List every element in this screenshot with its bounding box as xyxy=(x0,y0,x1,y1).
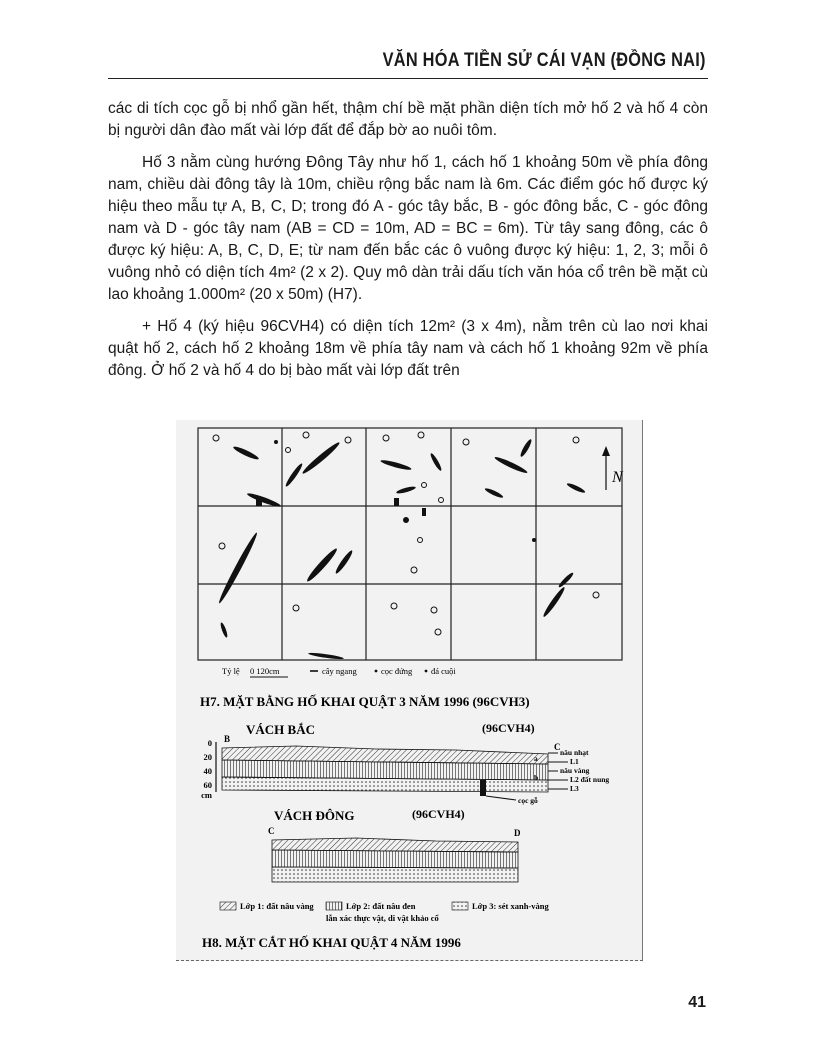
figure-h7-h8 xyxy=(176,420,643,961)
paragraph-1: các di tích cọc gỗ bị nhổ gần hết, thậm chí bề mặt phần diện tích mở hố 2 và hố 4 còn bị người dân đào mất vài lớp đất để đắp bờ ao nuôi tôm. xyxy=(108,100,708,139)
corner-b: B xyxy=(224,734,231,744)
plan-logs xyxy=(217,438,586,660)
plan-stakes xyxy=(213,432,599,635)
legend-horizontal-log: cây ngang xyxy=(322,666,357,676)
label-nau-nhat: nâu nhạt xyxy=(560,748,589,757)
north-wall-title: VÁCH BẮC xyxy=(246,722,315,737)
corner-d: D xyxy=(514,828,521,838)
scale-label: Tỷ lệ xyxy=(222,666,240,676)
header-rule xyxy=(108,78,708,79)
page-number: 41 xyxy=(688,994,706,1011)
legend-pebble: đá cuội xyxy=(431,666,456,676)
depth-unit: cm xyxy=(201,790,212,800)
depth-tick-0: 0 xyxy=(207,738,212,748)
depth-tick-40: 40 xyxy=(203,766,212,776)
north-wall-section xyxy=(201,734,609,805)
h8-caption: H8. MẶT CẮT HỐ KHAI QUẬT 4 NĂM 1996 xyxy=(202,935,461,950)
corner-c-north: C xyxy=(554,742,561,752)
figure-drawing xyxy=(176,420,642,960)
east-wall-title: VÁCH ĐÔNG xyxy=(274,808,355,823)
legend-layer2-note: lẫn xác thực vật, di vật khảo cổ xyxy=(326,913,439,923)
legend-layer3: Lớp 3: sét xanh-vàng xyxy=(472,901,549,911)
north-wall-code: (96CVH4) xyxy=(482,721,535,735)
legend-layer2: Lớp 2: đất nâu đen xyxy=(346,901,416,911)
paragraph-3: + Hố 4 (ký hiệu 96CVH4) có diện tích 12m² (3 x 4m), nằm trên cù lao nơi khai quật hố 2, cách hố 2 khoảng 18m về phía tây nam và cách hố 1 khoảng 92m về phía đông. Ở hố 2 và hố 4 do bị bào mất vài lớp đất trên xyxy=(108,318,708,379)
label-nau-vang: nâu vàng xyxy=(560,766,590,775)
plan-scale-legend xyxy=(222,666,456,677)
north-label: N xyxy=(612,469,623,486)
north-arrow-icon xyxy=(602,446,624,490)
running-header: VĂN HÓA TIỀN SỬ CÁI VẠN (ĐỒNG NAI) xyxy=(382,50,706,71)
east-wall-section xyxy=(268,826,521,882)
legend-vertical-stake: cọc đứng xyxy=(381,666,413,676)
label-l3: L3 xyxy=(570,784,579,793)
body-text xyxy=(108,98,708,392)
label-l2: L2 đất nung xyxy=(570,775,610,784)
east-wall-code: (96CVH4) xyxy=(412,807,465,821)
legend-layer1: Lớp 1: đất nâu vàng xyxy=(240,901,314,911)
depth-tick-20: 20 xyxy=(203,752,212,762)
scale-value: 0 120cm xyxy=(250,666,280,676)
depth-tick-60: 60 xyxy=(203,780,212,790)
sub-label-a: a xyxy=(534,754,538,763)
h7-caption: H7. MẶT BẰNG HỐ KHAI QUẬT 3 NĂM 1996 (96CVH3) xyxy=(200,694,530,709)
paragraph-2: Hố 3 nằm cùng hướng Đông Tây như hố 1, cách hố 1 khoảng 50m về phía đông nam, chiều dài đông tây là 10m, chiều rộng bắc nam là 6m. Các điểm góc hố được ký hiệu theo mẫu tự A, B, C, D; trong đó A - góc tây bắc, B - góc đông bắc, C - góc đông nam và D - góc tây nam (AB = CD = 10m, AD = BC = 6m). Từ tây sang đông, các ô được ký hiệu: A, B, C, D, E; từ nam đến bắc các ô vuông được ký hiệu: 1, 2, 3; mỗi ô vuông nhỏ có diện tích 4m² (2 x 2). Quy mô dàn trải dấu tích văn hóa cổ trên bề mặt cù lao khoảng 1.000m² (20 x 50m) (H7). xyxy=(108,154,708,303)
label-l1: L1 xyxy=(570,757,579,766)
sub-label-b: b xyxy=(534,773,539,782)
corner-c-east: C xyxy=(268,826,275,836)
plan-grid xyxy=(198,428,622,660)
layer-legend xyxy=(220,901,549,923)
label-coc-go: cọc gỗ xyxy=(518,796,538,805)
